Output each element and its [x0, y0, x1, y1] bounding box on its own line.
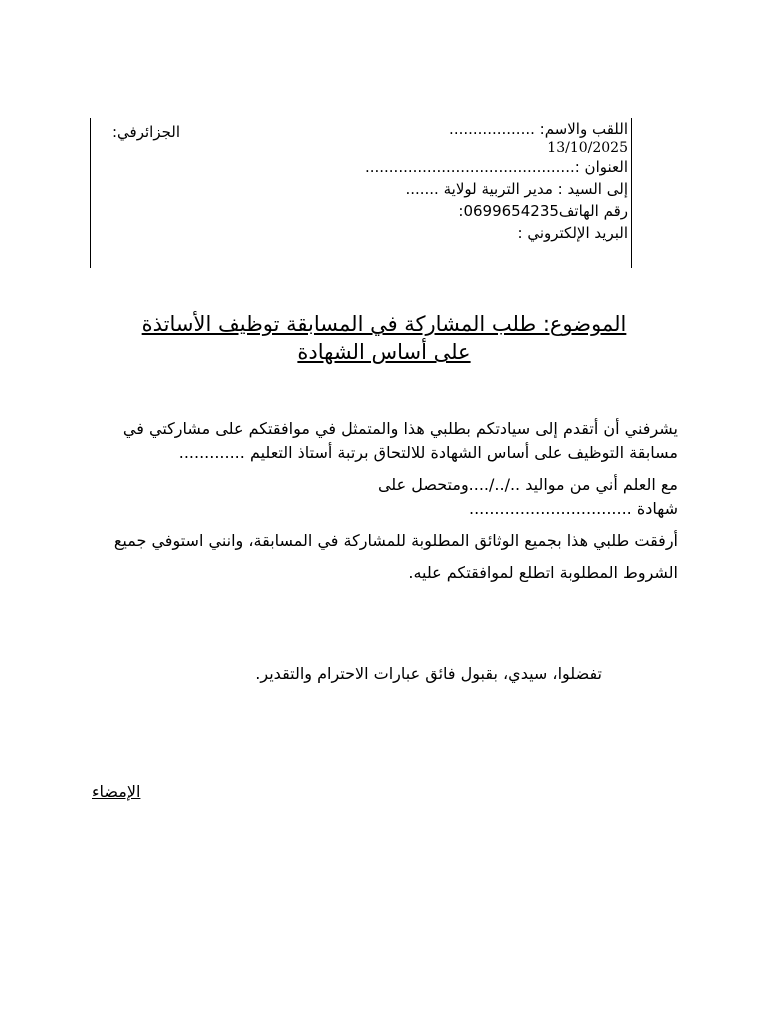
city-label: الجزائرفي: — [112, 123, 181, 141]
paragraph-birth-degree — [90, 473, 678, 521]
recipient-line: إلى السيد : مدير التربية لولاية ....... — [405, 180, 628, 198]
phone-line: رقم الهاتف0699654235: — [458, 202, 628, 220]
paragraph-conditions: الشروط المطلوبة اتطلع لموافقتكم عليه. — [408, 563, 678, 582]
name-line: اللقب والاسم: .................. — [449, 120, 628, 138]
closing-salutation: تفضلوا، سيدي، بقبول فائق عبارات الاحترام والتقدير. — [255, 664, 602, 683]
sender-info — [108, 118, 628, 244]
email-line: البريد الإلكتروني : — [517, 224, 628, 242]
signature-label: الإمضاء — [92, 782, 141, 801]
subject-line-1: الموضوع: طلب المشاركة في المسابقة توظيف الأساتذة — [141, 312, 627, 336]
letter-body — [90, 417, 678, 593]
subject-title — [90, 310, 678, 366]
sender-header — [90, 118, 632, 268]
date-line: 13/10/2025 — [547, 140, 628, 156]
birth-line: مع العلم أني من مواليد ../../....ومتحصل على — [377, 475, 678, 494]
address-line: العنوان :............................................ — [364, 158, 628, 176]
degree-line: شهادة ................................ — [469, 499, 678, 518]
subject-line-2: على أساس الشهادة — [297, 340, 471, 364]
paragraph-attachments: أرفقت طلبي هذا بجميع الوثائق المطلوبة للمشاركة في المسابقة، وانني استوفي جميع — [113, 531, 678, 550]
paragraph-request: يشرفني أن أتقدم إلى سيادتكم بطلبي هذا والمتمثل في موافقتكم على مشاركتي في مسابقة التوظيف على أساس الشهادة للالتحاق برتبة أستاذ التعليم ............. — [122, 419, 678, 462]
left-vertical-rule — [90, 118, 91, 268]
right-vertical-rule — [631, 118, 632, 268]
